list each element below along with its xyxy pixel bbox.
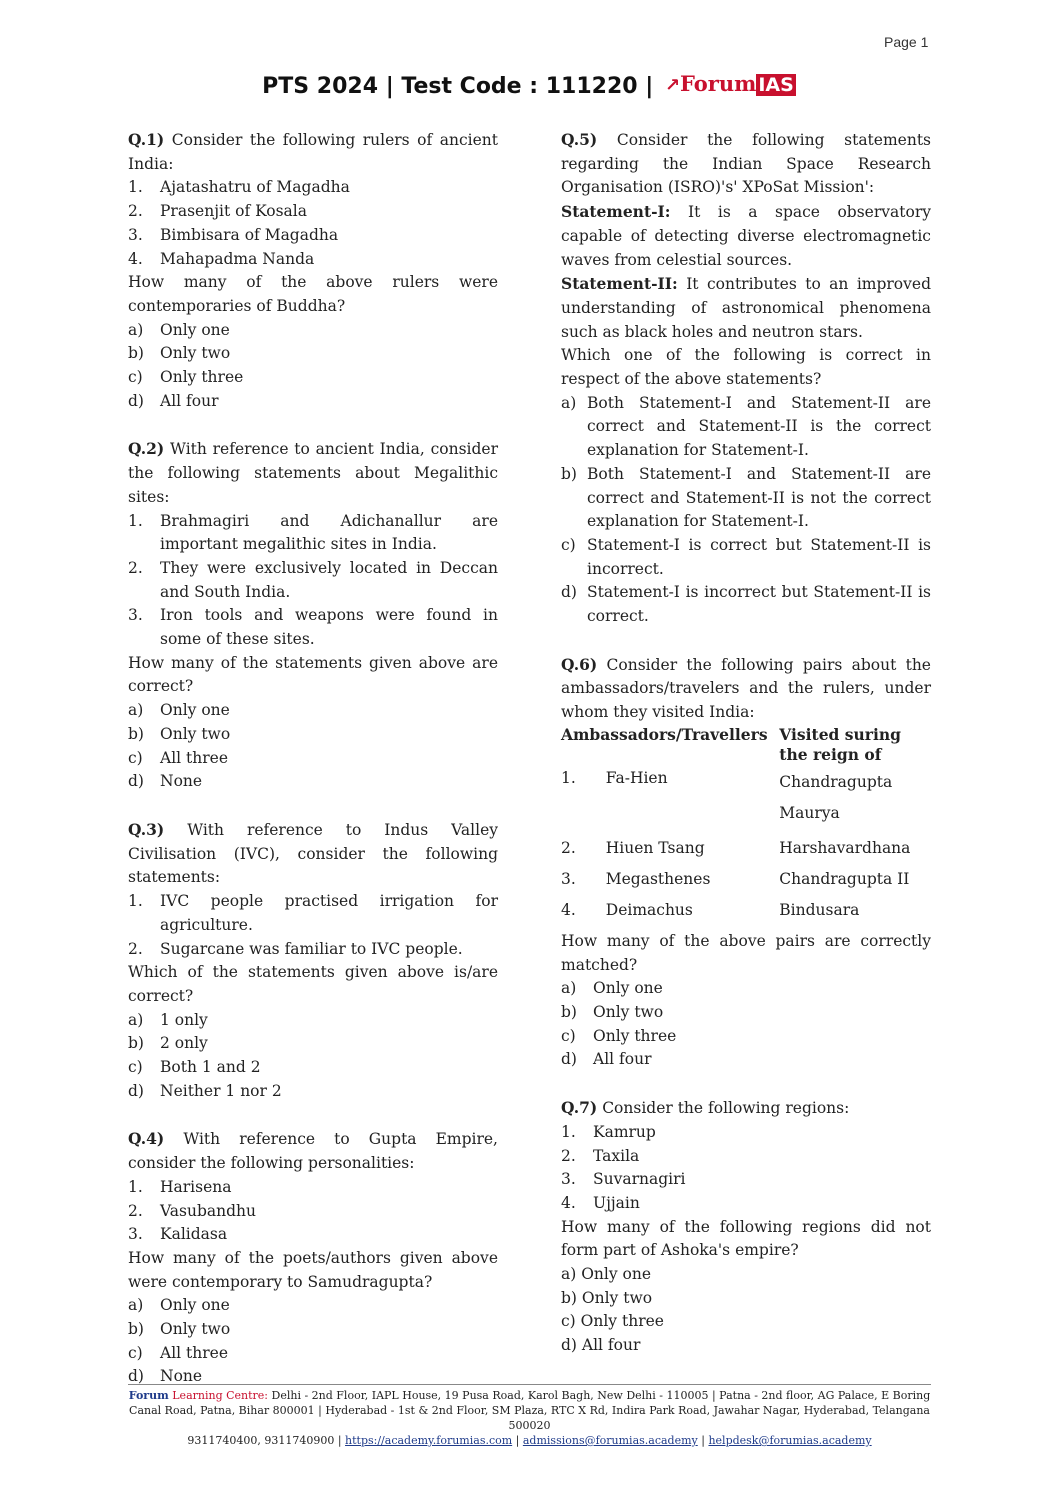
option-c: c) Both 1 and 2 [128, 1058, 261, 1077]
option-d: d) All four [561, 1336, 641, 1355]
question-number: Q.5) [561, 130, 598, 149]
option-d: d) None [128, 1367, 203, 1386]
page-header [0, 71, 1058, 100]
option-c: c) All three [128, 748, 229, 767]
option-b: b) Only two [561, 1288, 653, 1307]
list-item: 1. Harisena [128, 1177, 232, 1196]
list-item: 2. Prasenjit of Kosala [128, 202, 307, 221]
helpdesk-email-link[interactable]: helpdesk@forumias.academy [708, 1434, 872, 1447]
question-ask: Which one of the following is correct in respect of the above statements? [561, 346, 931, 389]
list-item: 3. Kalidasa [128, 1225, 228, 1244]
list-item: 1. Brahmagiri and Adichanallur are important megalithic sites in India. [128, 511, 498, 554]
list-item: 3. Suvarnagiri [561, 1170, 686, 1189]
option-c: c) Statement-I is correct but Statement-II is incorrect. [561, 535, 931, 578]
option-a: a) Only one [128, 701, 230, 720]
page-footer: Forum Learning Centre: Delhi - 2nd Floor, IAPL House, 19 Pusa Road, Karol Bagh, New Delhi - 110005 | Patna - 2nd floor, AG Palace, E Boring Canal Road, Patna, Bihar 800001 | Hyderabad - 1st & 2nd Floor, SM Plaza, RTC X Rd, Indira Park Road, Jawahar Nagar, Hyderabad, Telangana 500020 9311740400, 9311740900 | https://academy.forumias.com | admissions@forumias.academy | helpdesk@forumias.academy [128, 1384, 931, 1448]
arrow-icon: ↗ [664, 75, 681, 96]
option-a: a) Only one [561, 979, 663, 998]
option-a: a) Only one [128, 320, 230, 339]
addresses: Delhi - 2nd Floor, IAPL House, 19 Pusa Road, Karol Bagh, New Delhi - 110005 | Patna - 2nd floor, AG Palace, E Boring Canal Road, Patna, Bihar 800001 | Hyderabad - 1st & 2nd Floor, SM Plaza, RTC X Rd, Indira Park Road, Jawahar Nagar, Hyderabad, Telangana 500020 [129, 1389, 931, 1432]
option-d: d) Neither 1 nor 2 [128, 1081, 282, 1100]
column-header: Visited suring the reign of [779, 724, 901, 764]
question-7: Q.7) Consider the following regions: 1. Kamrup 2. Taxila 3. Suvarnagiri 4. Ujjain How many of the following regions did not form part of Ashoka's empire? a) Only one b) Only two c) Only three d) All four [561, 1096, 931, 1358]
question-number: Q.6) [561, 654, 598, 674]
question-2: Q.2) With reference to ancient India, consider the following statements about Megalithic sites: 1. Brahmagiri and Adichanallur are important megalithic sites in India. 2. They were exclusively located in Deccan and South India. 3. Iron tools and weapons were found in some of these sites. How many of the statements given above are correct? a) Only one b) Only two c) All three d) None [128, 437, 498, 794]
list-item: 2. They were exclusively located in Deccan and South India. [128, 558, 498, 601]
option-c: c) Only three [561, 1312, 664, 1331]
option-d: d) Statement-I is incorrect but Statement-II is correct. [561, 583, 931, 626]
option-a: a) Only one [561, 1265, 652, 1284]
list-item: 4. Mahapadma Nanda [128, 249, 315, 268]
website-link[interactable]: https://academy.forumias.com [345, 1434, 513, 1447]
question-6: Q.6) Consider the following pairs about the ambassadors/travelers and the rulers, under whom they visited India: Ambassadors/Travellers Visited suring the reign of 1. Fa-Hien Chandragupta Maurya 2. Hiuen Tsang Harshavardhana 3. Megasthenes Chandragupta II 4. Deimachus Bindusara How many of the above pairs are correctly matched? a) Only one b) Only two c) Only three d) All four [561, 653, 931, 1072]
question-4: Q.4) With reference to Gupta Empire, consider the following personalities: 1. Harisena 2. Vasubandhu 3. Kalidasa How many of the poets/authors given above were contemporary to Samudragupta? a) Only one b) Only two c) All three d) None [128, 1127, 498, 1389]
option-b: b) Only two [128, 724, 231, 743]
option-b: b) Only two [561, 1002, 664, 1021]
question-number: Q.7) [561, 1098, 598, 1118]
list-item: 1. Kamrup [561, 1122, 656, 1141]
option-a: a) Both Statement-I and Statement-II are correct and Statement-II is the correct explanation for Statement-I. [561, 393, 931, 460]
table-row: 1. Fa-Hien Chandragupta Maurya [561, 768, 893, 822]
page-number: Page 1 [884, 34, 929, 50]
admissions-email-link[interactable]: admissions@forumias.academy [522, 1434, 698, 1447]
left-column [128, 128, 498, 1413]
table-row: 4. Deimachus Bindusara [561, 900, 860, 919]
question-ask: How many of the poets/authors given above were contemporary to Samudragupta? [128, 1248, 498, 1291]
question-number: Q.1) [128, 130, 165, 149]
list-item: 2. Sugarcane was familiar to IVC people. [128, 939, 463, 958]
table-row: 3. Megasthenes Chandragupta II [561, 869, 910, 888]
pairs-table [561, 725, 931, 930]
question-number: Q.4) [128, 1129, 165, 1149]
list-item: 4. Ujjain [561, 1193, 640, 1212]
column-header: Ambassadors/Travellers [561, 724, 768, 744]
list-item: 1. IVC people practised irrigation for agriculture. [128, 892, 498, 934]
list-item: 3. Iron tools and weapons were found in some of these sites. [128, 606, 498, 649]
question-1: Q.1) Consider the following rulers of ancient India: 1. Ajatashatru of Magadha 2. Prasenjit of Kosala 3. Bimbisara of Magadha 4. Mahapadma Nanda How many of the above rulers were contemporaries of Buddha? a) Only one b) Only two c) Only three d) All four [128, 128, 498, 413]
test-title: PTS 2024 | Test Code : 111220 | [262, 74, 654, 99]
question-number: Q.2) [128, 439, 165, 459]
option-c: c) Only three [561, 1026, 677, 1045]
table-row: 2. Hiuen Tsang Harshavardhana [561, 838, 911, 857]
question-5: Q.5) Consider the following statements regarding the Indian Space Research Organisation (ISRO)'s' XPoSat Mission': Statement-I: It is a space observatory capable of detecting diverse electromagnetic waves from celestial sources. Statement-II: It contributes to an improved understanding of astronomical phenomena such as black holes and neutron stars. Which one of the following is correct in respect of the above statements? a) Both Statement-I and Statement-II are correct and Statement-II is the correct explanation for Statement-I. b) Both Statement-I and Statement-II are correct and Statement-II is not the correct explanation for Statement-I. c) Statement-I is correct but Statement-II is incorrect. d) Statement-I is incorrect but Statement-II is correct. [561, 128, 931, 629]
list-item: 2. Vasubandhu [128, 1201, 256, 1220]
option-b: b) Only two [128, 1320, 231, 1339]
option-b: b) Both Statement-I and Statement-II are correct and Statement-II is not the correct explanation for Statement-I. [561, 464, 931, 531]
list-item: 2. Taxila [561, 1146, 640, 1165]
list-item: 1. Ajatashatru of Magadha [128, 178, 350, 197]
option-a: a) Only one [128, 1296, 230, 1315]
option-a: a) 1 only [128, 1010, 208, 1029]
option-c: c) All three [128, 1343, 229, 1362]
option-b: b) Only two [128, 344, 231, 363]
list-item: 3. Bimbisara of Magadha [128, 225, 339, 244]
question-ask: How many of the above rulers were contemporaries of Buddha? [128, 273, 498, 315]
option-d: d) None [128, 772, 203, 791]
option-d: d) All four [561, 1050, 652, 1069]
option-b: b) 2 only [128, 1034, 208, 1053]
right-column [561, 128, 931, 1382]
question-ask: How many of the following regions did not form part of Ashoka's empire? [561, 1217, 931, 1260]
question-number: Q.3) [128, 819, 165, 839]
question-3: Q.3) With reference to Indus Valley Civilisation (IVC), consider the following statements: 1. IVC people practised irrigation for agriculture. 2. Sugarcane was familiar to IVC people. Which of the statements given above is/are correct? a) 1 only b) 2 only c) Both 1 and 2 d) Neither 1 nor 2 [128, 818, 498, 1103]
forumias-logo: ↗Forum IAS [664, 71, 794, 96]
option-c: c) Only three [128, 368, 244, 387]
option-d: d) All four [128, 391, 219, 410]
question-ask: Which of the statements given above is/are correct? [128, 963, 498, 1005]
question-ask: How many of the statements given above are correct? [128, 653, 498, 696]
question-ask: How many of the above pairs are correctly matched? [561, 931, 931, 974]
